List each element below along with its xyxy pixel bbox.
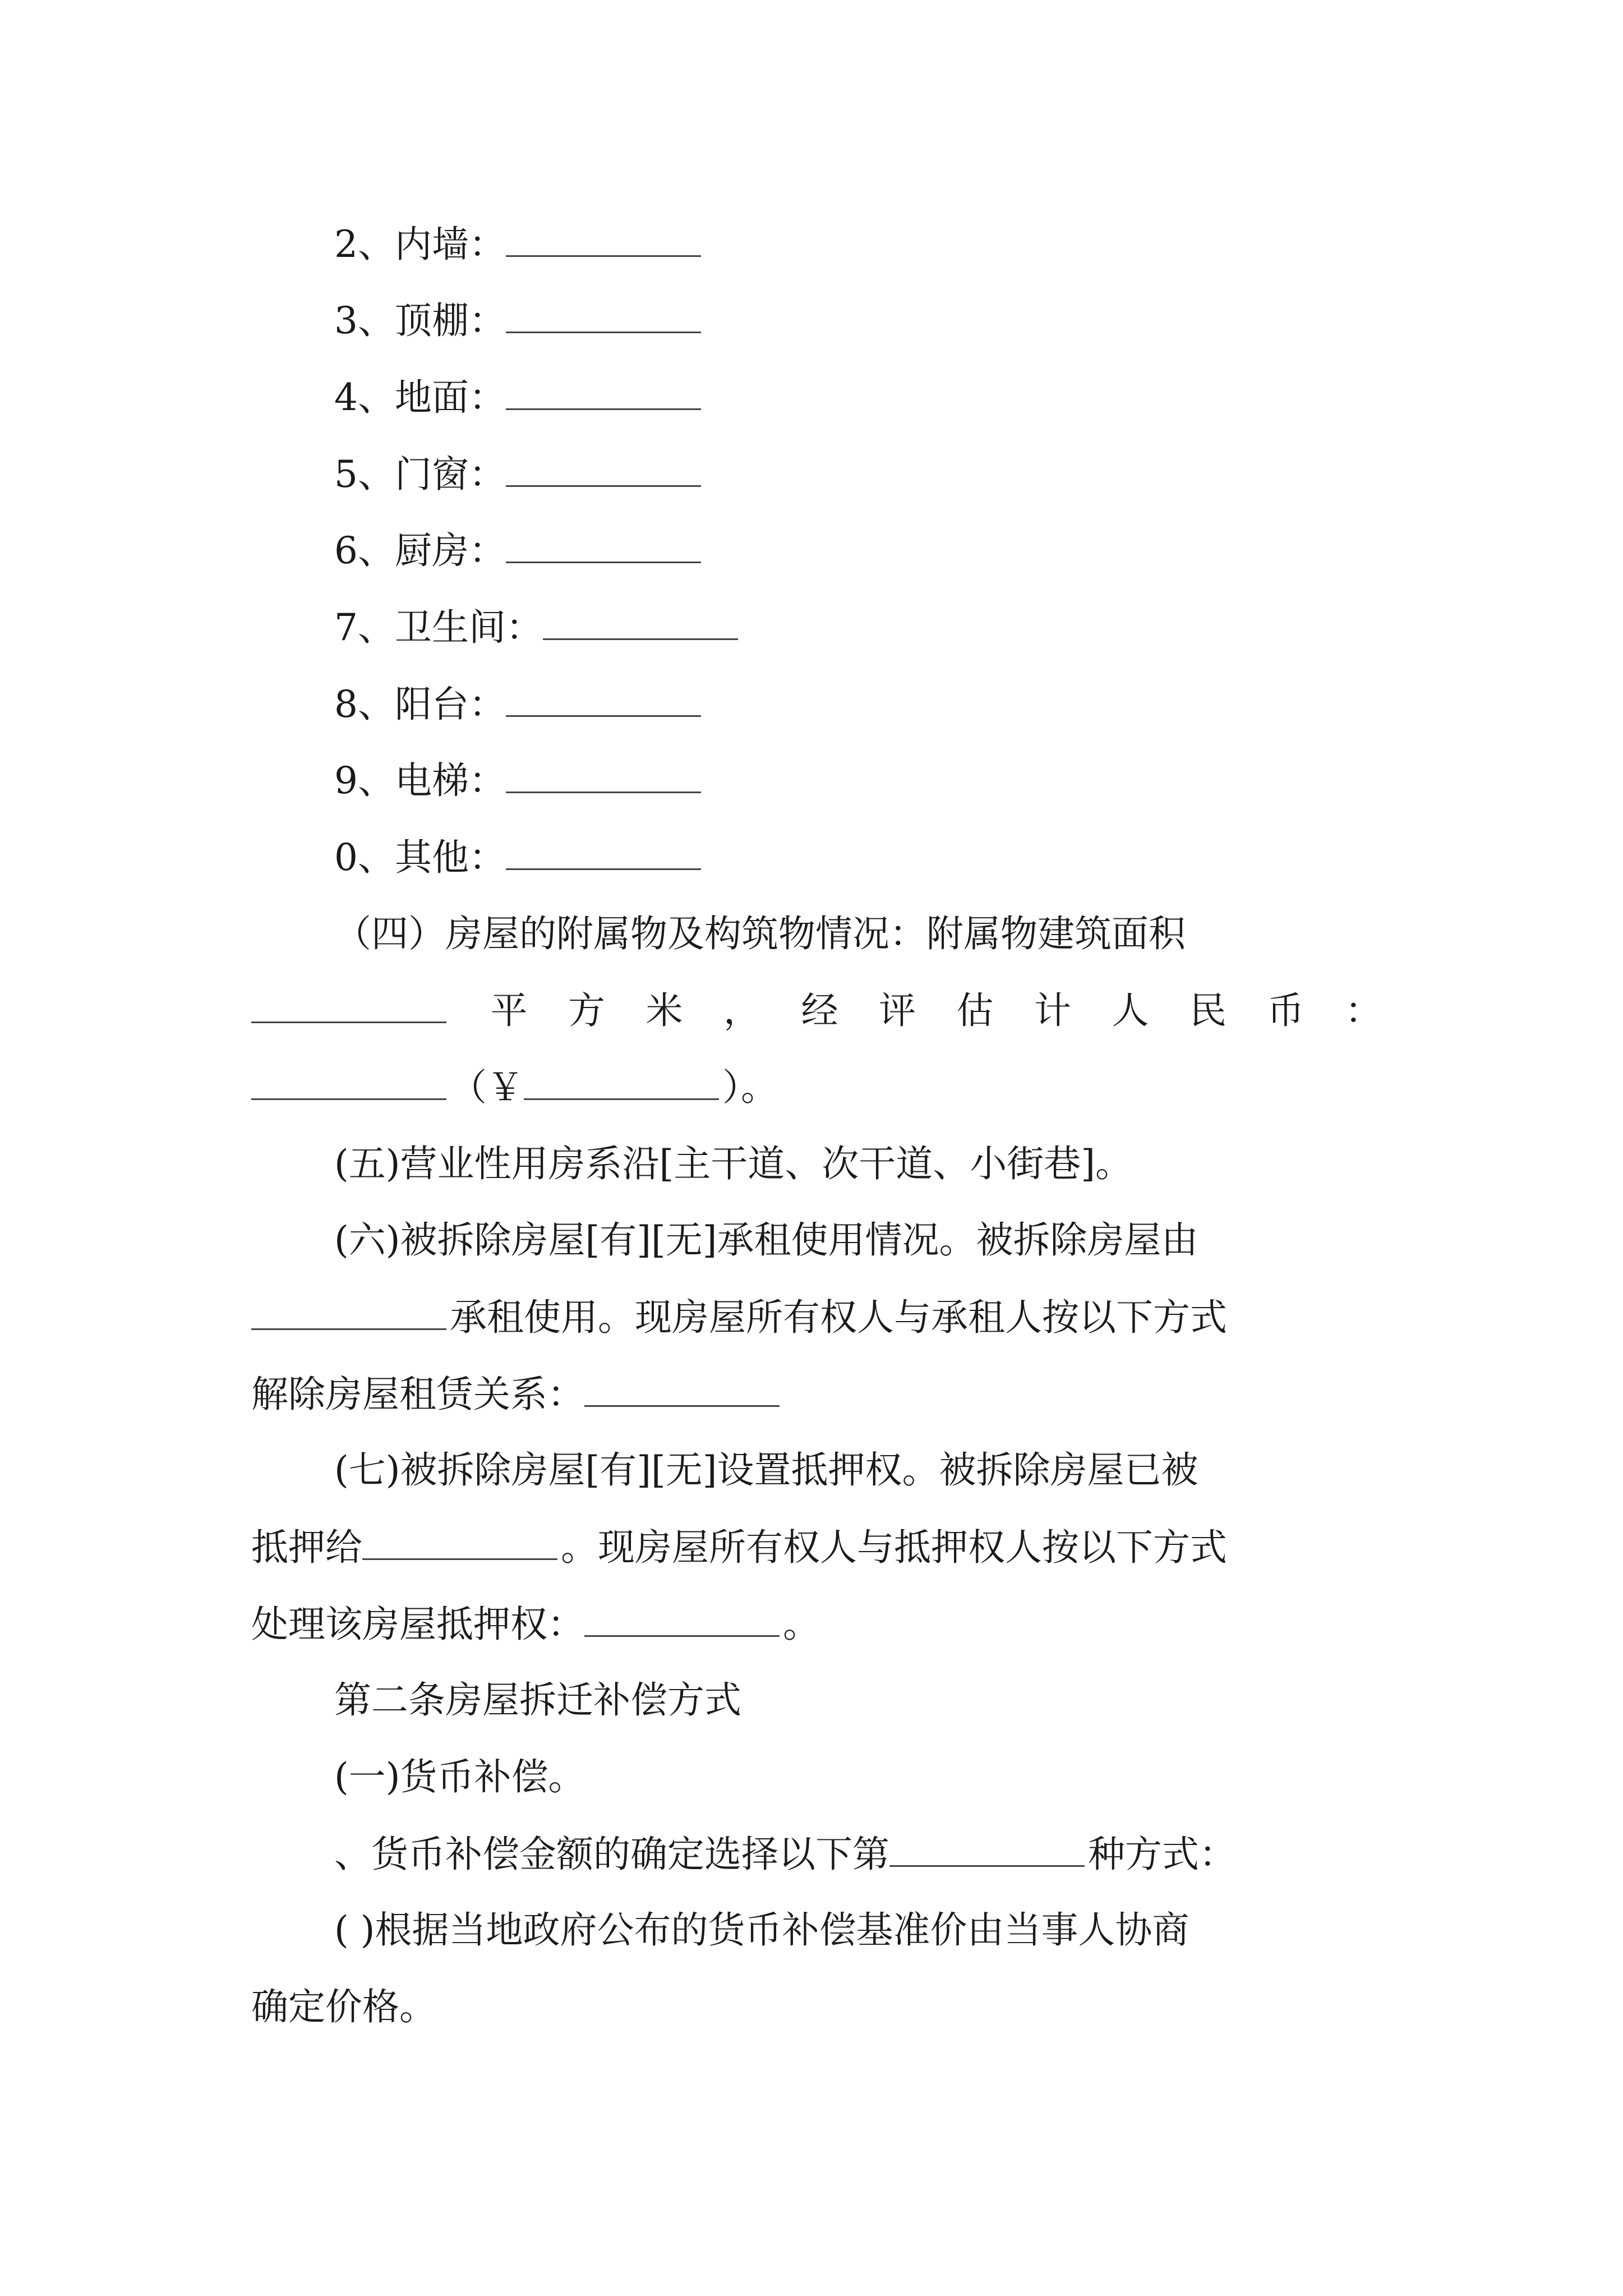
blank-field[interactable]	[506, 222, 701, 257]
paragraph-line	[251, 1295, 1382, 1340]
para4-char: ：	[1345, 989, 1382, 1032]
paragraph-line	[251, 1602, 1382, 1646]
para4-char: 人	[1112, 989, 1149, 1032]
para7-line2-end: 。现房屋所有权人与抵押权人按以下方式	[561, 1526, 1227, 1569]
blank-field[interactable]	[584, 1602, 780, 1637]
blank-field[interactable]	[362, 1525, 557, 1560]
blank-field[interactable]	[889, 1832, 1085, 1867]
item-label: 6、厨房：	[334, 529, 506, 572]
paragraph-line	[251, 1448, 1382, 1493]
para7-line2-start: 抵押给	[251, 1526, 362, 1569]
blank-field[interactable]	[543, 605, 738, 640]
paragraph-line	[251, 1142, 1382, 1186]
article2-line-a-end: 种方式：	[1088, 1833, 1236, 1876]
blank-field[interactable]	[251, 1065, 446, 1100]
para6-line2: 承租使用。现房屋所有权人与承租人按以下方式	[450, 1296, 1227, 1339]
item-label: 3、顶棚：	[334, 299, 506, 342]
para4-yen-open: （￥	[450, 1066, 524, 1109]
para4-close: ）。	[722, 1066, 778, 1109]
paragraph-line	[251, 1832, 1382, 1876]
item-label: 9、电梯：	[334, 759, 506, 802]
blank-field[interactable]	[251, 1295, 446, 1330]
para4-char: 方	[568, 989, 605, 1032]
list-item	[251, 758, 1382, 803]
article2-line-c: 确定价格。	[251, 1985, 436, 2028]
item-label: 2、内墙：	[334, 223, 506, 266]
list-item	[251, 605, 1382, 650]
para7-line1: (七)被拆除房屋[有][无]设置抵押权。被拆除房屋已被	[334, 1448, 1198, 1492]
para7-line3-start: 处理该房屋抵押权：	[251, 1603, 584, 1646]
item-label: 8、阳台：	[334, 683, 506, 726]
para6-line3: 解除房屋租赁关系：	[251, 1373, 584, 1416]
blank-field[interactable]	[251, 988, 446, 1023]
para4-char: ，	[723, 989, 760, 1032]
para4-char: 米	[645, 989, 683, 1032]
blank-field[interactable]	[506, 835, 701, 870]
list-item	[251, 452, 1382, 496]
para4-char: 评	[879, 989, 916, 1032]
article2-title: 第二条房屋拆迁补偿方式	[334, 1678, 741, 1722]
paragraph-line	[251, 1908, 1382, 1953]
para4-char: 币	[1267, 989, 1304, 1032]
para4-char: 经	[801, 989, 838, 1032]
para5-line1: (五)营业性用房系沿[主干道、次干道、小街巷]。	[334, 1142, 1132, 1185]
blank-field[interactable]	[506, 375, 701, 410]
paragraph-line	[251, 1372, 1382, 1416]
section-title	[251, 1678, 1382, 1723]
para7-line3-end: 。	[783, 1603, 820, 1646]
paragraph-line	[251, 1755, 1382, 1800]
blank-field[interactable]	[506, 758, 701, 793]
list-item	[251, 682, 1382, 726]
list-item	[251, 222, 1382, 266]
paragraph-line	[251, 1985, 1382, 2030]
para4-char: 计	[1034, 989, 1071, 1032]
paragraph-line	[251, 912, 1382, 956]
item-label: 5、门窗：	[334, 453, 506, 496]
paragraph-line	[251, 988, 1382, 1033]
paragraph-line	[251, 1525, 1382, 1570]
list-item	[251, 528, 1382, 573]
para4-char: 估	[956, 989, 994, 1032]
para4-char: 民	[1189, 989, 1227, 1032]
article2-line-a-start: 、货币补偿金额的确定选择以下第	[334, 1833, 889, 1876]
list-item	[251, 375, 1382, 420]
para6-line1: (六)被拆除房屋[有][无]承租使用情况。被拆除房屋由	[334, 1218, 1198, 1262]
list-item	[251, 298, 1382, 343]
item-label: 0、其他：	[334, 836, 506, 879]
paragraph-line	[251, 1065, 1382, 1110]
para4-line1: （四）房屋的附属物及构筑物情况：附属物建筑面积	[334, 912, 1186, 955]
blank-field[interactable]	[506, 528, 701, 563]
blank-field[interactable]	[506, 452, 701, 487]
article2-line-b: ( )根据当地政府公布的货币补偿基准价由当事人协商	[334, 1908, 1189, 1952]
para4-char: 平	[490, 989, 528, 1032]
blank-field[interactable]	[506, 298, 701, 333]
article2-sub1: (一)货币补偿。	[334, 1755, 585, 1798]
list-item	[251, 835, 1382, 880]
item-label: 4、地面：	[334, 376, 506, 419]
blank-field[interactable]	[524, 1065, 719, 1100]
paragraph-line	[251, 1218, 1382, 1263]
blank-field[interactable]	[584, 1372, 780, 1407]
blank-field[interactable]	[506, 682, 701, 717]
item-label: 7、卫生间：	[334, 606, 543, 649]
